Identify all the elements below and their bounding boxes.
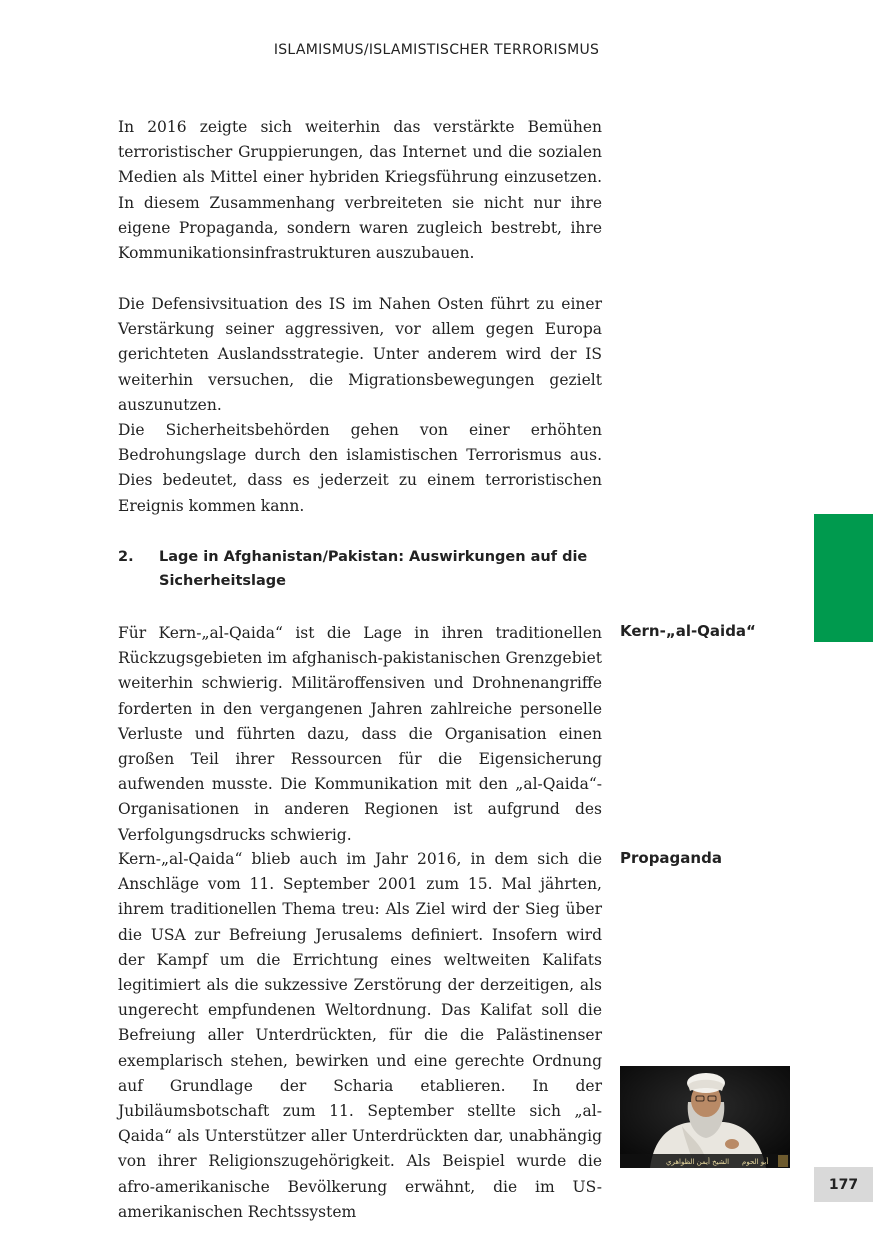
paragraph-internet-propaganda: In 2016 zeigte sich weiterhin das verstärkte Bemühen terroristischer Gruppierungen, das Internet und die sozialen Medien als Mittel einer hybriden Kriegsführung einzusetzen. In diesem Zusammenhang verbreiteten sie nicht nur ihre eigene Propaganda, sondern waren zugleich bestrebt, ihre Kommunikationsinfrastrukturen auszubauen. (118, 118, 602, 263)
margin-label-propaganda: Propaganda (620, 849, 722, 867)
section-title: Lage in Afghanistan/Pakistan: Auswirkungen auf die Sicherheitslage (159, 549, 588, 589)
paragraph-propaganda: Kern-„al-Qaida“ blieb auch im Jahr 2016, in dem sich die Anschläge vom 11. September 2001 zum 15. Mal jährten, ihrem traditionellen Thema treu: Als Ziel wird der Sieg über die USA zur Befreiung Jerusalems definiert. Insofern wird der Kampf um die Errichtung eines weltweiten Kalifats legitimiert als die sukzessive Zerstörung der derzeitigen, als ungerecht empfundenen Weltordnung. Das Kalifat soll die Befreiung aller Unterdrückten, für die die Palästinenser exemplarisch stehen, bewirken und eine gerechte Ordnung auf Grundlage der Scharia etablieren. In der Jubiläumsbotschaft zum 11. September stellte sich „al-Qaida“ als Unterstützer aller Unterdrückten dar, unabhängig von ihrer Religionszugehörigkeit. Als Beispiel wurde die afro-amerikanische Bevölkerung erwähnt, die im US-amerikanischen Rechtssystem (118, 850, 602, 1221)
chapter-tab (814, 514, 873, 642)
paragraph-threat-level: Die Sicherheitsbehörden gehen von einer erhöhten Bedrohungslage durch den islamistischen Terrorismus aus. Dies bedeutet, dass es jederzeit zu einem terroristischen Ereignis kommen kann. (118, 421, 602, 515)
speaker-photo (620, 1066, 790, 1168)
page-number: 177 (814, 1167, 873, 1202)
photo-caption-right: أبو الحوم (742, 1158, 769, 1166)
margin-label-kern-al-qaida: Kern-„al-Qaida“ (620, 622, 756, 640)
running-header: ISLAMISMUS/ISLAMISTISCHER TERRORISMUS (273, 42, 600, 58)
paragraph-defensive-situation: Die Defensivsituation des IS im Nahen Osten führt zu einer Verstärkung seiner aggressiven, vor allem gegen Europa gerichteten Auslandsstrategie. Unter anderem wird der IS weiterhin versuchen, die Migrationsbewegungen gezielt auszunutzen. (118, 295, 602, 414)
section-number: 2. (118, 549, 134, 565)
paragraph-kern-al-qaida: Für Kern-„al-Qaida“ ist die Lage in ihren traditionellen Rückzugsgebieten im afghanisch-pakistanischen Grenzgebiet weiterhin schwierig. Militäroffensiven und Drohnenangriffe forderten in den vergangenen Jahren zahlreiche personelle Verluste und führten dazu, dass die Organisation einen großen Teil ihrer Ressourcen für die Eigensicherung aufwenden musste. Die Kommunikation mit den „al-Qaida“-Organisationen in anderen Regionen ist aufgrund des Verfolgungsdrucks schwierig. (118, 624, 602, 844)
photo-caption-left: الشيخ أيمن الظواهري (666, 1158, 730, 1166)
